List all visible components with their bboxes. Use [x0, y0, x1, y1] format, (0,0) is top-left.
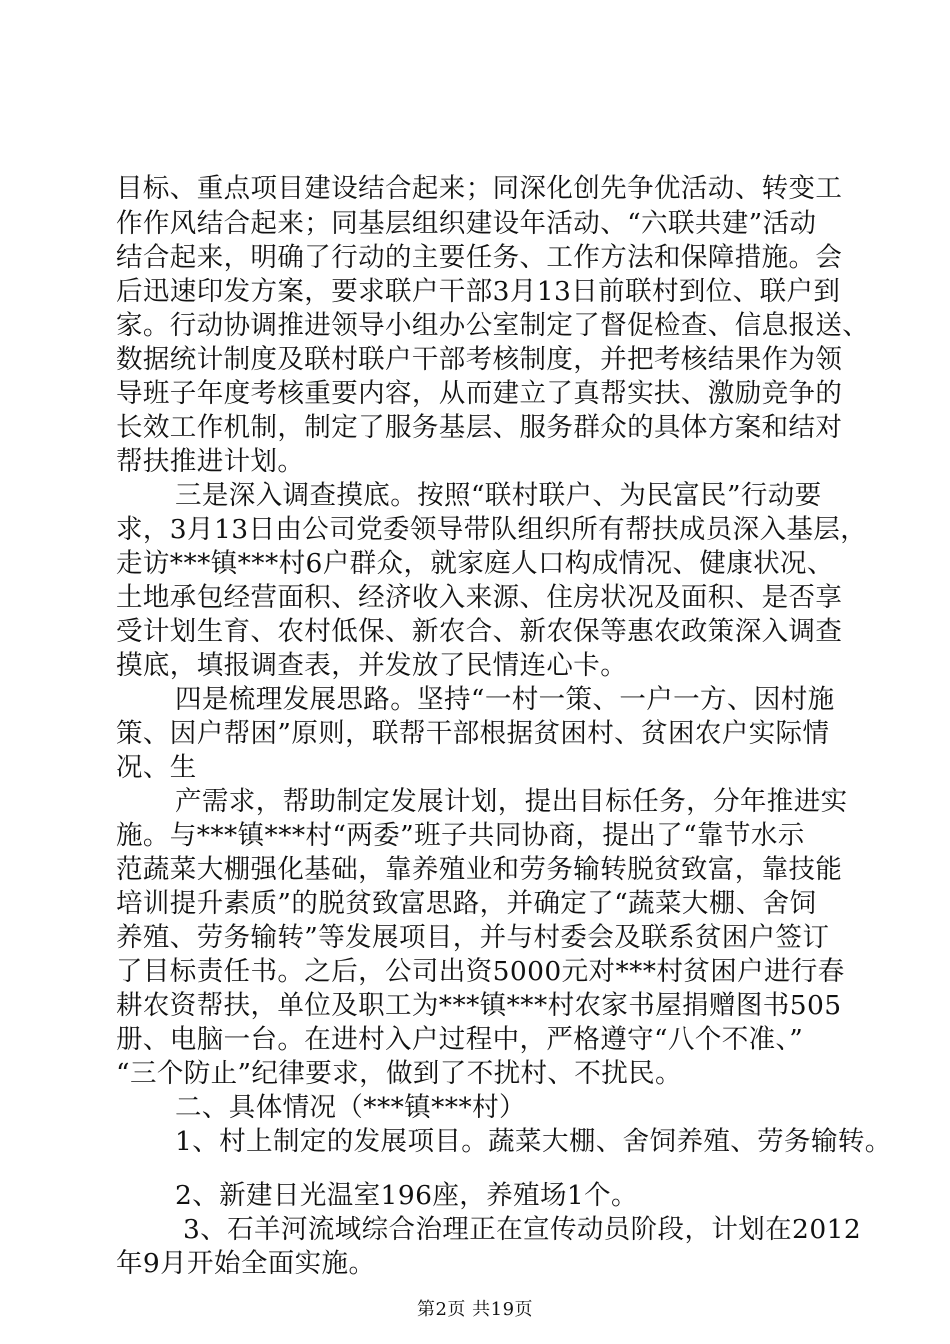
body-line: “三个防止”纪律要求，做到了不扰村、不扰民。	[116, 1058, 682, 1089]
body-line: 走访***镇***村6户群众，就家庭人口构成情况、健康状况、	[116, 548, 834, 579]
body-line: 受计划生育、农村低保、新农合、新农保等惠农政策深入调查	[116, 616, 843, 647]
body-line: 年9月开始全面实施。	[116, 1248, 376, 1279]
body-line: 目标、重点项目建设结合起来；同深化创先争优活动、转变工	[116, 173, 843, 204]
body-line: 况、生	[116, 752, 197, 783]
list-item: 3、石羊河流域综合治理正在宣传动员阶段，计划在2012	[183, 1214, 862, 1245]
body-line: 作作风结合起来；同基层组织建设年活动、“六联共建”活动	[116, 208, 817, 239]
page-number-footer: 第2页 共19页	[416, 1299, 534, 1320]
body-line: 导班子年度考核重要内容，从而建立了真帮实扶、激励竞争的	[116, 378, 843, 409]
body-line: 长效工作机制，制定了服务基层、服务群众的具体方案和结对	[116, 412, 843, 443]
paragraph-start-line: 三是深入调查摸底。按照“联村联户、为民富民”行动要	[175, 480, 822, 511]
body-line: 养殖、劳务输转”等发展项目，并与村委会及联系贫困户签订	[116, 922, 830, 953]
body-line: 结合起来，明确了行动的主要任务、工作方法和保障措施。会	[116, 242, 843, 273]
body-line: 数据统计制度及联村联户干部考核制度，并把考核结果作为领	[116, 344, 843, 375]
body-line: 耕农资帮扶，单位及职工为***镇***村农家书屋捐赠图书505	[116, 990, 842, 1021]
body-line: 策、因户帮困”原则，联帮干部根据贫困村、贫困农户实际情	[116, 718, 830, 749]
body-line: 了目标责任书。之后，公司出资5000元对***村贫困户进行春	[116, 956, 845, 987]
list-item: 2、新建日光温室196座，养殖场1个。	[175, 1180, 638, 1211]
body-line: 帮扶推进计划。	[116, 446, 305, 477]
body-line: 求，3月13日由公司党委领导带队组织所有帮扶成员深入基层，	[116, 514, 868, 545]
body-line: 培训提升素质”的脱贫致富思路，并确定了“蔬菜大棚、舍饲	[116, 888, 817, 919]
body-line: 摸底，填报调查表，并发放了民情连心卡。	[116, 650, 628, 681]
paragraph-start-line: 产需求，帮助制定发展计划，提出目标任务，分年推进实	[175, 786, 848, 817]
body-line: 土地承包经营面积、经济收入来源、住房状况及面积、是否享	[116, 582, 843, 613]
body-line: 册、电脑一台。在进村入户过程中，严格遵守“八个不准、”	[116, 1024, 804, 1055]
section-heading: 二、具体情况（***镇***村）	[175, 1092, 526, 1123]
body-line: 家。行动协调推进领导小组办公室制定了督促检查、信息报送、	[116, 310, 870, 341]
body-line: 施。与***镇***村“两委”班子共同协商，提出了“靠节水示	[116, 820, 805, 851]
paragraph-start-line: 四是梳理发展思路。坚持“一村一策、一户一方、因村施	[175, 684, 835, 715]
list-item: 1、村上制定的发展项目。蔬菜大棚、舍饲养殖、劳务输转。	[175, 1126, 892, 1157]
body-line: 后迅速印发方案，要求联户干部3月13日前联村到位、联户到	[116, 276, 841, 307]
body-line: 范蔬菜大棚强化基础，靠养殖业和劳务输转脱贫致富，靠技能	[116, 854, 843, 885]
